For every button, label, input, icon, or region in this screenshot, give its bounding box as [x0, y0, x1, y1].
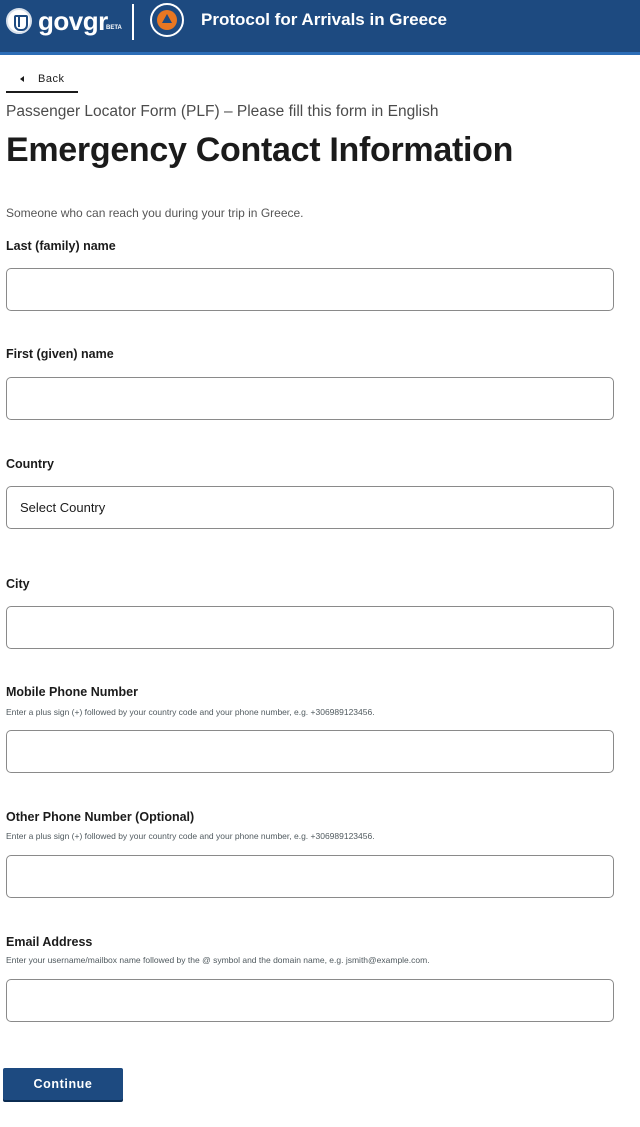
- civil-protection-seal-icon: [150, 3, 184, 37]
- civil-protection-orange-circle: [157, 10, 177, 30]
- country-select-value: Select Country: [20, 500, 106, 515]
- page-title: Emergency Contact Information: [6, 131, 514, 169]
- back-link[interactable]: [6, 72, 78, 93]
- mobile-phone-hint: Enter a plus sign (+) followed by your country code and your phone number, e.g. +306989123456.: [6, 707, 375, 717]
- greek-government-emblem-icon: [6, 8, 32, 34]
- continue-button[interactable]: Continue: [3, 1068, 123, 1100]
- last-name-label: Last (family) name: [6, 239, 116, 253]
- header-divider: [132, 4, 134, 40]
- logo-gov-text: gov: [38, 6, 83, 36]
- logo-gr-text: gr: [82, 6, 108, 36]
- email-hint: Enter your username/mailbox name followed by the @ symbol and the domain name, e.g. jsmith@example.com.: [6, 955, 430, 965]
- first-name-field[interactable]: [6, 377, 614, 420]
- mobile-phone-label: Mobile Phone Number: [6, 685, 138, 699]
- email-label: Email Address: [6, 935, 93, 949]
- form-subtitle: Passenger Locator Form (PLF) – Please fill this form in English: [6, 103, 439, 120]
- header-title[interactable]: Protocol for Arrivals in Greece: [201, 10, 447, 29]
- caret-left-icon: [20, 76, 24, 82]
- city-label: City: [6, 577, 30, 591]
- page-intro: Someone who can reach you during your trip in Greece.: [6, 206, 304, 220]
- first-name-label: First (given) name: [6, 347, 114, 361]
- back-label: Back: [38, 73, 65, 85]
- beta-badge: BETA: [106, 25, 122, 31]
- civil-protection-triangle-icon: [162, 14, 172, 23]
- other-phone-label: Other Phone Number (Optional): [6, 810, 195, 824]
- country-select[interactable]: [6, 486, 614, 529]
- other-phone-hint: Enter a plus sign (+) followed by your country code and your phone number, e.g. +306989123456.: [6, 831, 375, 841]
- city-field[interactable]: [6, 606, 614, 649]
- other-phone-field[interactable]: [6, 855, 614, 898]
- email-field[interactable]: [6, 979, 614, 1022]
- mobile-phone-field[interactable]: [6, 730, 614, 773]
- site-header: [0, 0, 640, 55]
- govgr-logo[interactable]: [38, 6, 108, 37]
- last-name-field[interactable]: [6, 268, 614, 311]
- country-label: Country: [6, 457, 54, 471]
